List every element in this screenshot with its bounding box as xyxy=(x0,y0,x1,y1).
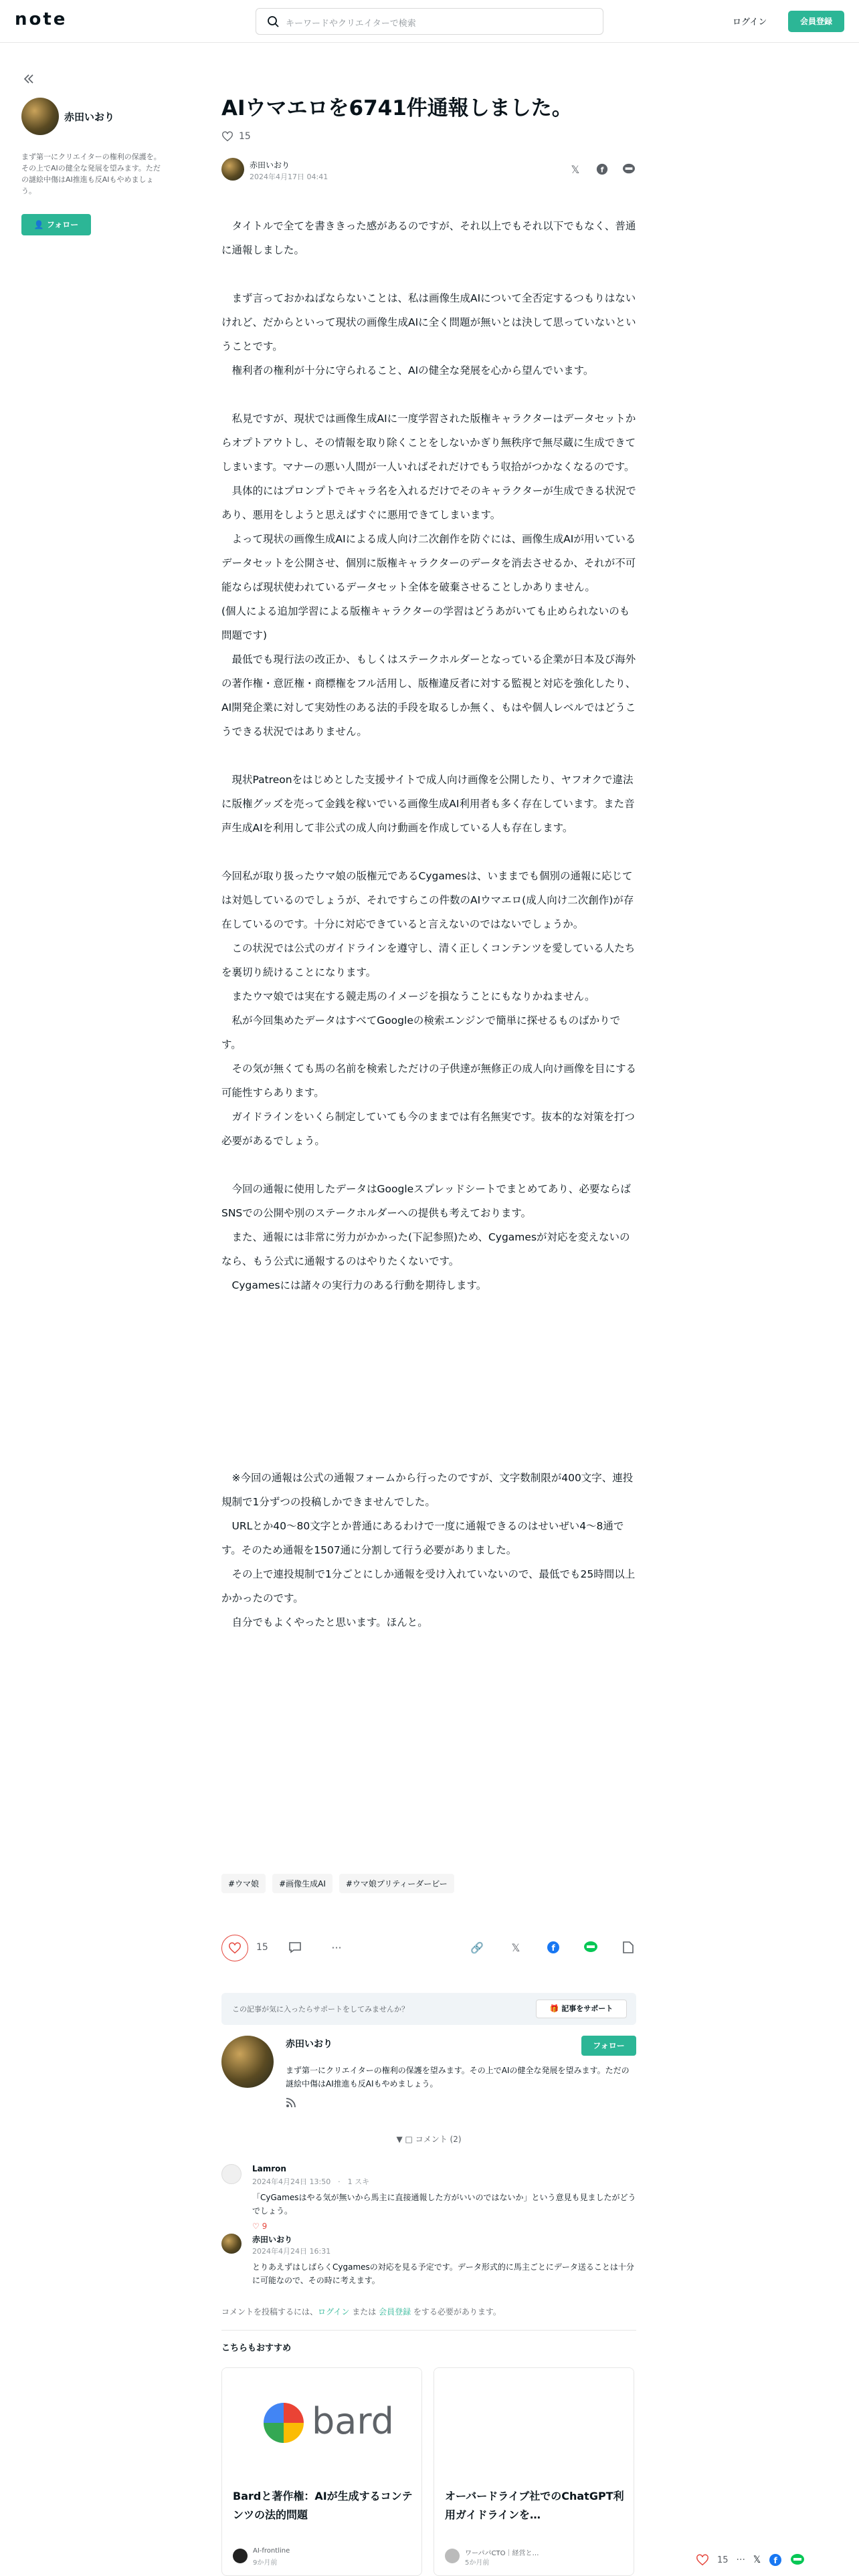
tag-uma-pretty-derby[interactable]: #ウマ娘プリティーダービー xyxy=(339,1874,454,1893)
search-input[interactable] xyxy=(256,8,603,35)
sticky-like-count: 15 xyxy=(717,2555,729,2565)
x-share-icon[interactable]: 𝕏 xyxy=(571,163,580,176)
more-menu-icon[interactable]: ··· xyxy=(331,1941,342,1954)
login-note xyxy=(221,2306,501,2317)
recommend-card-author: ワーパパCTO｜経営と… xyxy=(465,2550,539,2557)
line-share-icon[interactable] xyxy=(790,2553,805,2567)
tag-list xyxy=(221,1874,454,1893)
author-card-description: まず第一にクリエイターの権利の保護を望みます。その上でAIの健全な発展を望みます。ただの謎絵中傷はAI推進も反AIもやめましょう。 xyxy=(286,2066,630,2088)
author-card-avatar[interactable] xyxy=(221,2036,274,2088)
recommend-card[interactable] xyxy=(434,2367,634,2576)
comment-item xyxy=(221,2234,636,2294)
svg-text:f: f xyxy=(773,2556,777,2565)
comment-avatar[interactable] xyxy=(221,2164,242,2184)
x-share-icon[interactable]: 𝕏 xyxy=(511,1941,520,1954)
login-note-login-link[interactable]: ログイン xyxy=(318,2307,350,2317)
chevron-down-icon: ▼ xyxy=(396,2135,403,2144)
header xyxy=(0,0,859,43)
article-paragraph: Cygamesには諸々の実行力のある行動を期待します。 xyxy=(221,1279,487,1291)
comment-meta: 2024年4月24日 13:50 · 1 スキ xyxy=(252,2177,370,2186)
heart-icon[interactable] xyxy=(696,2554,709,2566)
article-body xyxy=(221,214,636,1634)
article-footnotes xyxy=(221,1466,636,1634)
recommend-card-avatar xyxy=(445,2549,460,2563)
footnote-paragraph: URLとか40〜80文字とか普通にあるわけで一度に通報できるのはせいぜい4〜8通です。そのため通報を1507通に分割して行う必要がありました。 xyxy=(221,1520,624,1556)
comment-toggle[interactable] xyxy=(221,2133,636,2145)
article-paragraph: タイトルで全てを書ききった感があるのですが、それ以上でもそれ以下でもなく、普通に通報しました。 xyxy=(221,220,636,256)
recommend-card-title: オーバードライブ社でのChatGPT利用ガイドラインを… xyxy=(445,2490,624,2521)
article-spacer xyxy=(221,1297,636,1466)
author-card xyxy=(221,2036,636,2116)
article-paragraph: またウマ娘では実在する競走馬のイメージを損なうことにもなりかねません。 xyxy=(221,990,595,1002)
comment-text: 「CyGamesはやる気が無いから馬主に直接通報した方がいいのではないか」という意見も見ましたがどうでしょう。 xyxy=(252,2193,636,2216)
login-link[interactable]: ログイン xyxy=(733,17,767,27)
footnote-paragraph: その上で連投規制で1分ごとにしか通報を受け入れていないので、最低でも25時間以上かかったのです。 xyxy=(221,1568,636,1604)
recommend-card-avatar xyxy=(233,2549,248,2563)
article-title: AIウマエロを6741件通報しました。 xyxy=(221,96,573,120)
share-icons xyxy=(568,162,636,177)
note-logo[interactable]: note xyxy=(15,9,68,29)
sticky-share-bar xyxy=(696,2544,859,2576)
sidebar-avatar[interactable] xyxy=(21,98,59,135)
comment-icon[interactable] xyxy=(287,1939,303,1955)
comment-author[interactable]: Lamron xyxy=(252,2164,286,2173)
article-paragraph xyxy=(221,383,636,407)
comment-author[interactable]: 赤田いおり xyxy=(252,2235,293,2244)
follow-user-icon: 👤 xyxy=(33,220,44,229)
footnote-paragraph: 自分でもよくやったと思います。ほんと。 xyxy=(221,1616,428,1628)
line-share-icon[interactable] xyxy=(622,162,636,177)
comment-meta: 2024年4月24日 16:31 xyxy=(252,2247,331,2256)
tag-uma[interactable]: #ウマ娘 xyxy=(221,1874,266,1893)
article-author-row xyxy=(221,158,636,185)
login-note-suffix: をする必要があります。 xyxy=(411,2307,501,2317)
article-author-avatar[interactable] xyxy=(221,158,244,181)
facebook-share-icon[interactable] xyxy=(595,162,609,177)
action-bar xyxy=(221,1933,636,1966)
sidebar-follow-label: フォロー xyxy=(46,220,79,229)
x-share-icon[interactable]: 𝕏 xyxy=(753,2555,761,2565)
article-paragraph xyxy=(221,840,636,864)
article-paragraph: よって現状の画像生成AIによる成人向け二次創作を防ぐには、画像生成AIが用いているデータセットを公開させ、個別に版権キャラクターのデータを消去させるか、それが不可能ならば現状使われているデータセット全体を破棄させることしかありません。 xyxy=(221,533,636,593)
author-card-follow-button[interactable]: フォロー xyxy=(581,2036,636,2056)
like-count: 15 xyxy=(256,1942,268,1953)
article-paragraph: まず言っておかねばならないことは、私は画像生成AIについて全否定するつもりはないけれど、だからといって現状の画像生成AIに全く問題が無いとは決して思っていないということです。 xyxy=(221,292,636,352)
sidebar-author-description: まず第一にクリエイターの権利の保護を。その上でAIの健全な発展を望みます。ただの謎絵中傷はAI推進も反AIもやめましょう。 xyxy=(21,152,161,195)
facebook-share-icon[interactable] xyxy=(545,1939,561,1955)
comment-text: とりあえずはしばらくCygamesの対応を見る予定です。データ形式的に馬主ごとにデータ送ることは十分に可能なので、その時に考えます。 xyxy=(252,2262,634,2285)
article-paragraphs xyxy=(221,214,636,1297)
recommend-card-ago: 9か月前 xyxy=(253,2559,278,2567)
comment-like[interactable]: ♡ 9 xyxy=(252,2222,268,2231)
login-note-signup-link[interactable]: 会員登録 xyxy=(379,2307,411,2317)
svg-text:f: f xyxy=(551,1943,555,1953)
article-paragraph xyxy=(221,262,636,286)
login-note-prefix: コメントを投稿するには、 xyxy=(221,2307,318,2317)
comment-toggle-label: コメント (2) xyxy=(415,2135,462,2144)
tag-image-ai[interactable]: #画像生成AI xyxy=(272,1874,332,1893)
support-text: この記事が気に入ったらサポートをしてみませんか？ xyxy=(232,2005,409,2014)
article-paragraph: (個人による追加学習による版権キャラクターの学習はどうあがいても止められないのも問題です) xyxy=(221,605,630,641)
comment-avatar[interactable] xyxy=(221,2234,242,2254)
svg-text:f: f xyxy=(600,165,604,175)
article-paragraph xyxy=(221,1153,636,1177)
article-paragraph: 最低でも現行法の改正か、もしくはステークホルダーとなっている企業が日本及び海外の著作権・意匠権・商標権をフル活用し、版権違反者に対する監視と対応を強化したり、AI開発企業に対して実効性のある法的手段を取るしか無く、もはや個人レベルではどうこうできる状況ではありません。 xyxy=(221,653,636,738)
article-paragraph: 私見ですが、現状では画像生成AIに一度学習された版権キャラクターはデータセットからオプトアウトし、その情報を取り除くことをしないかぎり無秩序で無尽蔵に生成できてしまいます。マナーの悪い人間が一人いればそれだけでもう収拾がつかなくなるのです。 xyxy=(221,413,636,473)
footnote-paragraph: ※今回の通報は公式の通報フォームから行ったのですが、文字数制限が400文字、連投規制で1分ずつの投稿しかできませんでした。 xyxy=(221,1472,634,1508)
search-icon xyxy=(267,15,280,29)
more-menu-icon[interactable]: ··· xyxy=(736,2555,745,2565)
sidebar-author-name[interactable]: 赤田いおり xyxy=(64,111,115,123)
article-paragraph: 今回の通報に使用したデータはGoogleスプレッドシートでまとめてあり、必要ならばSNSでの公開や別のステークホルダーへの提供も考えております。 xyxy=(221,1183,631,1219)
support-button[interactable] xyxy=(536,2000,627,2018)
divider xyxy=(221,2330,636,2331)
signup-button[interactable]: 会員登録 xyxy=(788,11,844,32)
recommend-card-title: Bardと著作権：AIが生成するコンテンツの法的問題 xyxy=(233,2490,413,2521)
recommend-card-ago: 5か月前 xyxy=(465,2559,490,2567)
facebook-share-icon[interactable] xyxy=(769,2553,782,2567)
article-paragraph: 現状Patreonをはじめとした支援サイトで成人向け画像を公開したり、ヤフオクで違法に版権グッズを売って金銭を稼いでいる画像生成AI利用者も多く存在しています。また音声生成AIを利用して非公式の成人向け動画を作成している人も存在します。 xyxy=(221,774,635,834)
gift-icon: 🎁 xyxy=(549,2004,559,2013)
top-like-summary[interactable] xyxy=(221,131,251,142)
copy-link-icon[interactable]: 🔗 xyxy=(470,1941,484,1954)
article-paragraph: この状況では公式のガイドラインを遵守し、清く正しくコンテンツを愛している人たちを裏切り続けることになります。 xyxy=(221,942,636,978)
recommend-thumbnail xyxy=(222,2368,422,2482)
heart-icon xyxy=(221,131,233,142)
bard-logo-text: bard xyxy=(312,2400,394,2442)
top-like-count: 15 xyxy=(239,131,251,142)
recommend-card-author: AI-frontline xyxy=(253,2547,290,2555)
heart-icon xyxy=(228,1942,242,1954)
line-share-icon[interactable] xyxy=(583,1939,599,1955)
comment-item xyxy=(221,2164,636,2231)
search-placeholder: キーワードやクリエイターで検索 xyxy=(286,19,416,29)
support-box xyxy=(221,1993,636,2025)
rss-icon[interactable] xyxy=(286,2097,296,2108)
embed-icon[interactable] xyxy=(620,1939,636,1955)
article-paragraph xyxy=(221,744,636,768)
login-note-middle: または xyxy=(349,2307,379,2317)
article-paragraph: その気が無くても馬の名前を検索しただけの子供達が無修正の成人向け画像を目にする可能性すらあります。 xyxy=(221,1063,637,1099)
sidebar-follow-button[interactable] xyxy=(21,214,91,235)
article-paragraph: ガイドラインをいくら制定していても今のままでは有名無実です。抜本的な対策を打つ必要があるでしょう。 xyxy=(221,1111,635,1147)
recommend-card[interactable] xyxy=(221,2367,422,2576)
article-date: 2024年4月17日 04:41 xyxy=(250,173,328,181)
author-card-name[interactable]: 赤田いおり xyxy=(286,2039,332,2050)
article-paragraph: また、通報には非常に労力がかかった(下記参照)ため、Cygamesが対応を変えないのなら、もう公式に通報するのはやりたくないです。 xyxy=(221,1231,630,1267)
article-author-name[interactable]: 赤田いおり xyxy=(250,160,290,170)
collapse-sidebar-icon[interactable] xyxy=(22,72,35,86)
support-button-label: 記事をサポート xyxy=(561,2004,613,2013)
recommend-thumbnail xyxy=(434,2368,634,2482)
comment-count-icon: □ xyxy=(405,2135,413,2144)
article-paragraph: 具体的にはプロンプトでキャラ名を入れるだけでそのキャラクターが生成できる状況であり、悪用をしようと思えばすぐに悪用できてしまいます。 xyxy=(221,485,636,521)
recommend-title: こちらもおすすめ xyxy=(221,2343,292,2353)
like-button[interactable] xyxy=(221,1935,248,1961)
article-paragraph: 権利者の権利が十分に守られること、AIの健全な発展を心から望んでいます。 xyxy=(221,364,594,377)
article-paragraph: 今回私が取り扱ったウマ娘の版権元であるCygamesは、いままでも個別の通報に応じては対処しているのでしょうが、それですらこの件数のAIウマエロ(成人向け二次創作)が存在しているのです。十分に対応できていると言えないのではないでしょうか。 xyxy=(221,870,634,930)
article-paragraph: 私が今回集めたデータはすべてGoogleの検索エンジンで簡単に探せるものばかりです。 xyxy=(221,1014,621,1051)
